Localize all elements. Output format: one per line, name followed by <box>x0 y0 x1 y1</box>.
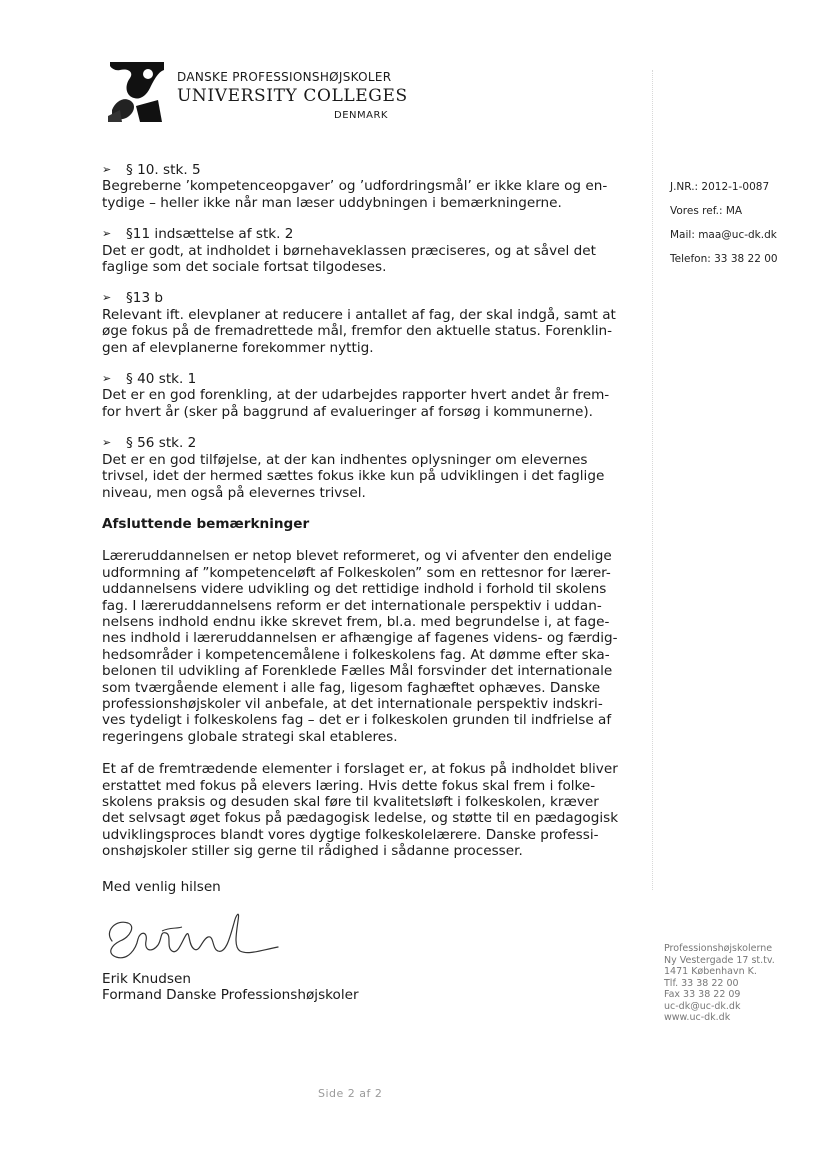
section-heading: § 10. stk. 5 <box>126 162 201 178</box>
arrow-bullet-icon: ➢ <box>102 436 112 450</box>
closing-paragraph-2 <box>102 761 622 859</box>
section-line: Begreberne ’kompetenceopgaver’ og ’udfordringsmål’ er ikke klare og en- <box>102 178 608 195</box>
section <box>102 371 622 420</box>
closing-paragraph-1 <box>102 548 622 745</box>
address-line: Tlf. 33 38 22 00 <box>664 977 739 989</box>
page-number: Side 2 af 2 <box>318 1087 383 1100</box>
org-country: DENMARK <box>334 110 388 121</box>
paragraph-line: nes indhold i læreruddannelsen er afhængige af fagenes videns- og færdig- <box>102 630 618 647</box>
paragraph-line: udviklingsproces blandt vores dygtige folkeskolelærere. Danske professi- <box>102 826 599 843</box>
paragraph-line: Et af de fremtrædende elementer i forslaget er, at fokus på indholdet bliver <box>102 761 618 778</box>
arrow-bullet-icon: ➢ <box>102 227 112 241</box>
section <box>102 226 622 275</box>
section-heading: § 40 stk. 1 <box>126 371 197 388</box>
address-line: www.uc-dk.dk <box>664 1012 731 1023</box>
address-line: Fax 33 38 22 09 <box>664 989 741 1000</box>
paragraph-line: ves tydeligt i folkeskolens fag – det er i folkeskolen grunden til indfrielse af <box>102 712 612 729</box>
section-heading: § 56 stk. 2 <box>126 435 197 452</box>
paragraph-line: onshøjskoler stiller sig gerne til rådighed i sådanne processer. <box>102 843 523 860</box>
paragraph-line: regeringens globale strategi skal etableres. <box>102 728 398 745</box>
paragraph-line: skolens praksis og desuden skal føre til kvalitetsløft i folkeskolen, kræver <box>102 794 599 810</box>
org-name-english: UNIVERSITY COLLEGES <box>177 86 408 106</box>
section-line: Det er godt, at indholdet i børnehaveklassen præciseres, og at såvel det <box>102 242 596 259</box>
contact-mail: Mail: maa@uc-dk.dk <box>670 229 777 241</box>
section-line: Relevant ift. elevplaner at reducere i antallet af fag, der skal indgå, samt at <box>102 306 616 323</box>
section <box>102 290 622 356</box>
signer-title: Formand Danske Professionshøjskoler <box>102 987 359 1004</box>
address-line: Ny Vestergade 17 st.tv. <box>664 954 775 966</box>
arrow-bullet-icon: ➢ <box>102 372 112 386</box>
address-block <box>664 943 775 1024</box>
paragraph-line: nelsens indhold endnu ikke skrevet frem, bl.a. med begrundelse i, at fage- <box>102 613 610 630</box>
reference-info <box>670 181 778 277</box>
arrow-bullet-icon: ➢ <box>102 163 112 176</box>
paragraph-line: erstattet med fokus på elevers læring. Hvis dette fokus skal frem i folke- <box>102 777 596 794</box>
org-name-danish: DANSKE PROFESSIONSHØJSKOLER <box>177 70 392 84</box>
section-line: faglige som det sociale fortsat tilgodeses. <box>102 259 387 276</box>
paragraph-line: professionshøjskoler vil anbefale, at det internationale perspektiv indskri- <box>102 695 603 712</box>
closing-heading: Afsluttende bemærkninger <box>102 515 310 532</box>
section <box>102 162 622 211</box>
section-line: Det er en god forenkling, at der udarbejdes rapporter hvert andet år frem- <box>102 387 610 404</box>
section-line: trivsel, idet der hermed sættes fokus ikke kun på udviklingen i det faglige <box>102 468 605 485</box>
our-reference: Vores ref.: MA <box>670 205 743 217</box>
paragraph-line: Læreruddannelsen er netop blevet reformeret, og vi afventer den endelige <box>102 548 612 565</box>
paragraph-line: fag. I læreruddannelsens reform er det internationale perspektiv i uddan- <box>102 597 602 614</box>
signer-name: Erik Knudsen <box>102 971 191 988</box>
sidebar-divider <box>652 70 653 890</box>
section-line: gen af elevplanerne forekommer nyttig. <box>102 339 374 356</box>
section-heading: §13 b <box>126 290 164 307</box>
section <box>102 435 622 501</box>
arrow-bullet-icon: ➢ <box>102 291 112 305</box>
section-heading: §11 indsættelse af stk. 2 <box>126 226 294 243</box>
address-line: 1471 København K. <box>664 966 757 977</box>
section-line: for hvert år (sker på baggrund af evalueringer af forsøg i kommunerne). <box>102 403 593 420</box>
paragraph-line: det selvsagt øget fokus på pædagogisk ledelse, og støtte til en pædagogisk <box>102 810 619 827</box>
paragraph-line: som tværgående element i alle fag, ligesom faghæftet ophæves. Danske <box>102 679 601 696</box>
logo-icon <box>106 60 168 124</box>
signature-icon <box>102 901 282 971</box>
address-line: Professionshøjskolerne <box>664 943 773 954</box>
paragraph-line: belonen til udvikling af Forenklede Fælles Mål forsvinder det internationale <box>102 663 613 680</box>
section-line: øge fokus på de fremadrettede mål, fremfor den aktuelle status. Forenklin- <box>102 323 613 340</box>
section-line: Det er en god tilføjelse, at der kan indhentes oplysninger om elevernes <box>102 451 588 468</box>
journal-number: J.NR.: 2012-1-0087 <box>670 181 770 193</box>
section-line: tydige – heller ikke når man læser uddybningen i bemærkningerne. <box>102 194 562 211</box>
letter-body <box>102 162 622 1004</box>
paragraph-line: hedsområder i kompetencemålene i folkeskolens fag. At dømme efter ska- <box>102 646 610 663</box>
paragraph-line: uddannelsens videre udvikling og det rettidige indhold i forhold til skolens <box>102 581 607 598</box>
paragraph-line: udformning af ”kompetenceløft af Folkeskolen” som en rettesnor for lærer- <box>102 564 611 581</box>
greeting: Med venlig hilsen <box>102 878 221 895</box>
contact-phone: Telefon: 33 38 22 00 <box>670 253 778 265</box>
section-line: niveau, men også på elevernes trivsel. <box>102 484 366 501</box>
address-line: uc-dk@uc-dk.dk <box>664 1000 741 1012</box>
